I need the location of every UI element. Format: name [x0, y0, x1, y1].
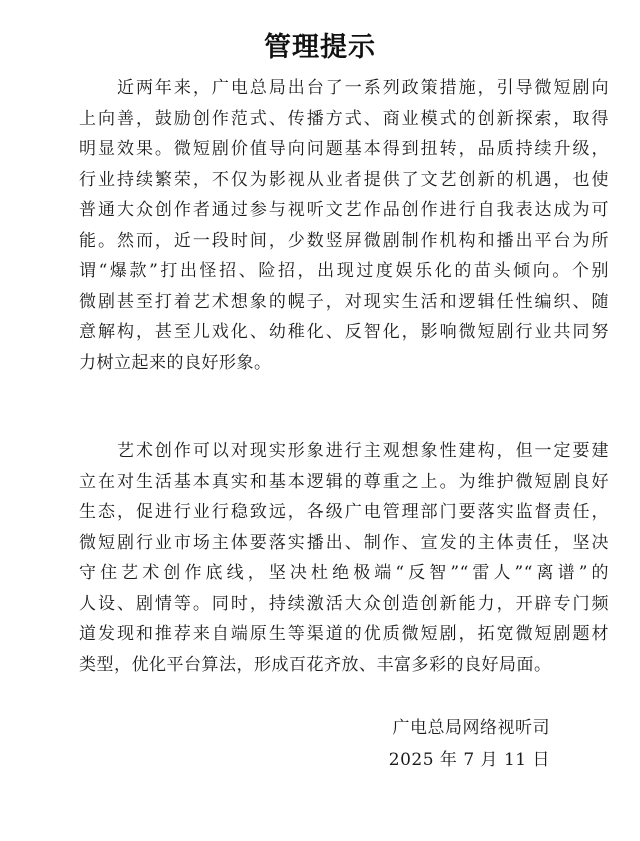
body-paragraph-1	[79, 73, 609, 378]
paragraph-line: 普通大众创作者通过参与视听文艺作品创作进行自我表达成为可	[79, 200, 609, 220]
paragraph-line: 能。然而，近一段时间，少数竖屏微剧制作机构和播出平台为所	[79, 230, 609, 251]
document-title: 管理提示	[264, 32, 376, 64]
paragraph-line: 意解构，甚至儿戏化、幼稚化、反智化，影响微短剧行业共同努	[79, 322, 609, 342]
body-paragraph-2	[79, 436, 609, 680]
paragraph-line: 近两年来，广电总局出台了一系列政策措施，引导微短剧向	[79, 78, 609, 98]
paragraph-line: 道发现和推荐来自端原生等渠道的优质微短剧，拓宽微短剧题材	[79, 624, 609, 644]
paragraph-line: 艺术创作可以对现实形象进行主观想象性建构，但一定要建	[79, 441, 609, 461]
paragraph-line: 上向善，鼓励创作范式、传播方式、商业模式的创新探索，取得	[79, 108, 609, 129]
paragraph-line: 谓“爆款”打出怪招、险招，出现过度娱乐化的苗头倾向。个别	[79, 261, 609, 281]
paragraph-line: 微剧甚至打着艺术想象的幌子，对现实生活和逻辑任性编织、随	[79, 291, 609, 312]
signature-organization: 广电总局网络视听司	[392, 718, 550, 738]
paragraph-line: 类型，优化平台算法，形成百花齐放、丰富多彩的良好局面。	[79, 654, 552, 675]
paragraph-line: 明显效果。微短剧价值导向问题基本得到扭转，品质持续升级，	[79, 139, 609, 159]
paragraph-line: 人设、剧情等。同时，持续激活大众创造创新能力，开辟专门频	[79, 593, 609, 614]
paragraph-line: 立在对生活基本真实和基本逻辑的尊重之上。为维护微短剧良好	[79, 471, 609, 492]
paragraph-line: 生态，促进行业行稳致远，各级广电管理部门要落实监督责任，	[79, 502, 609, 522]
signature-date: 2025 年 7 月 11 日	[388, 750, 550, 770]
paragraph-line: 守住艺术创作底线，坚决杜绝极端“反智”“雷人”“离谱”的	[79, 563, 609, 583]
paragraph-line: 微短剧行业市场主体要落实播出、制作、宣发的主体责任，坚决	[79, 532, 609, 553]
paragraph-line: 行业持续繁荣，不仅为影视从业者提供了文艺创新的机遇，也使	[79, 169, 609, 190]
paragraph-line: 力树立起来的良好形象。	[79, 352, 272, 373]
